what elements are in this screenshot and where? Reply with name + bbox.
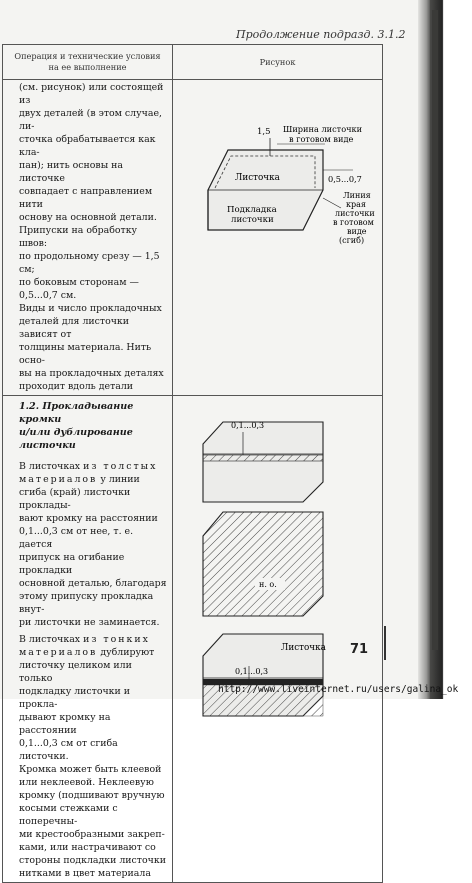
row2-p2-spaced: из тонких материалов (19, 634, 150, 658)
label-podkladka-2: листочки (231, 215, 274, 225)
row2-figure-cell (173, 396, 383, 883)
table-row-1 (3, 80, 383, 396)
row1-text-cell (3, 80, 173, 396)
row2-p2-start: В листочках (19, 634, 84, 645)
running-head: Продолжение подразд. 3.1.2 (236, 28, 406, 41)
row2-p1-start: В листочках (19, 461, 84, 472)
page-number: 71 (350, 642, 369, 657)
page-number-rule (384, 626, 386, 660)
row2-text-cell (3, 396, 173, 883)
row2-paragraph-1 (3, 458, 172, 631)
label-podkladka: Подкладка (227, 205, 277, 215)
table-row-2 (3, 396, 383, 883)
page-edge-line (432, 10, 438, 650)
table-header-row (3, 45, 383, 80)
source-url: http://www.liveinternet.ru/users/galina_ok (218, 684, 459, 695)
label-width-2: в готовом виде (289, 134, 354, 144)
label-grain: н. о. (259, 580, 277, 589)
label-line-4: в готовом (333, 218, 374, 227)
label-1-5: 1,5 (257, 127, 271, 137)
flap-2-outline (203, 422, 323, 502)
row2-p1-spaced: из толстых материалов (19, 461, 158, 485)
edge-tape-2 (203, 455, 323, 461)
label-line-5: виде (347, 227, 367, 236)
label-allowance: 0,5...0,7 (328, 174, 362, 184)
header-operation (3, 45, 173, 80)
row2-paragraph-2 (3, 631, 172, 882)
flap-3-fused (203, 512, 323, 616)
row2-p2-end: дублируют листочку целиком или только подкладку листочки и прокла- дывают кромку на расстоянии 0,1...0,3 см от сгиба листочки. Кромка может быть клеевой или неклеевой. Неклеевую кромку (подшивают вручную косыми стежками с поперечны- ми крестообразными закреп- ками, или настрачивают со стороны подкладки листочки нитками в цвет материала (19, 647, 166, 879)
label-listochka: Листочка (235, 173, 280, 183)
header-figure: Рисунок (173, 45, 383, 80)
row1-text: (см. рисунок) или состоящей из двух деталей (в этом случае, ли- сточка обрабатывается как кла- пан); нить основы на листочке совпадает с направлением нити основу на основной детали. Припуски на обработку швов: по продольному срезу — 1,5 см; по боковым сторонам — 0,5...0,7 см. Виды и число прокладочных деталей для листочки зависят от толщины материала. Нить осно- вы на прокладочных деталях проходит вдоль детали (19, 82, 164, 392)
book-spine (418, 0, 430, 699)
label-tape-offset: 0,1...0,3 (231, 421, 265, 430)
figure-pocket-flap-allowances (173, 80, 383, 320)
label-width: Ширина листочки (283, 124, 363, 134)
label-line-2: края (346, 200, 366, 209)
label-listochka-4: Листочка (281, 643, 326, 653)
row1-figure-cell (173, 80, 383, 396)
label-line-3: листочки (335, 209, 375, 218)
figure-edge-tape (173, 396, 383, 748)
instruction-table (2, 44, 383, 883)
section-title: 1.2. Прокладывание кромки и/или дублирование листочки (19, 401, 134, 451)
label-line-1: Линия (343, 191, 371, 200)
label-tape-offset-4: 0,1...0,3 (235, 667, 269, 676)
label-line-6: (сгиб) (339, 236, 365, 245)
header-operation-text: Операция и технические условия на ее выполнение (14, 51, 161, 72)
row2-p1-end: у линии сгиба (край) листочки проклады- вают кромку на расстоянии 0,1...0,3 см от нее, т. е. дается припуск на огибание прокладки основной деталью, благодаря этому припуску прокладка внут- ри листочки не заминается. (19, 474, 167, 628)
